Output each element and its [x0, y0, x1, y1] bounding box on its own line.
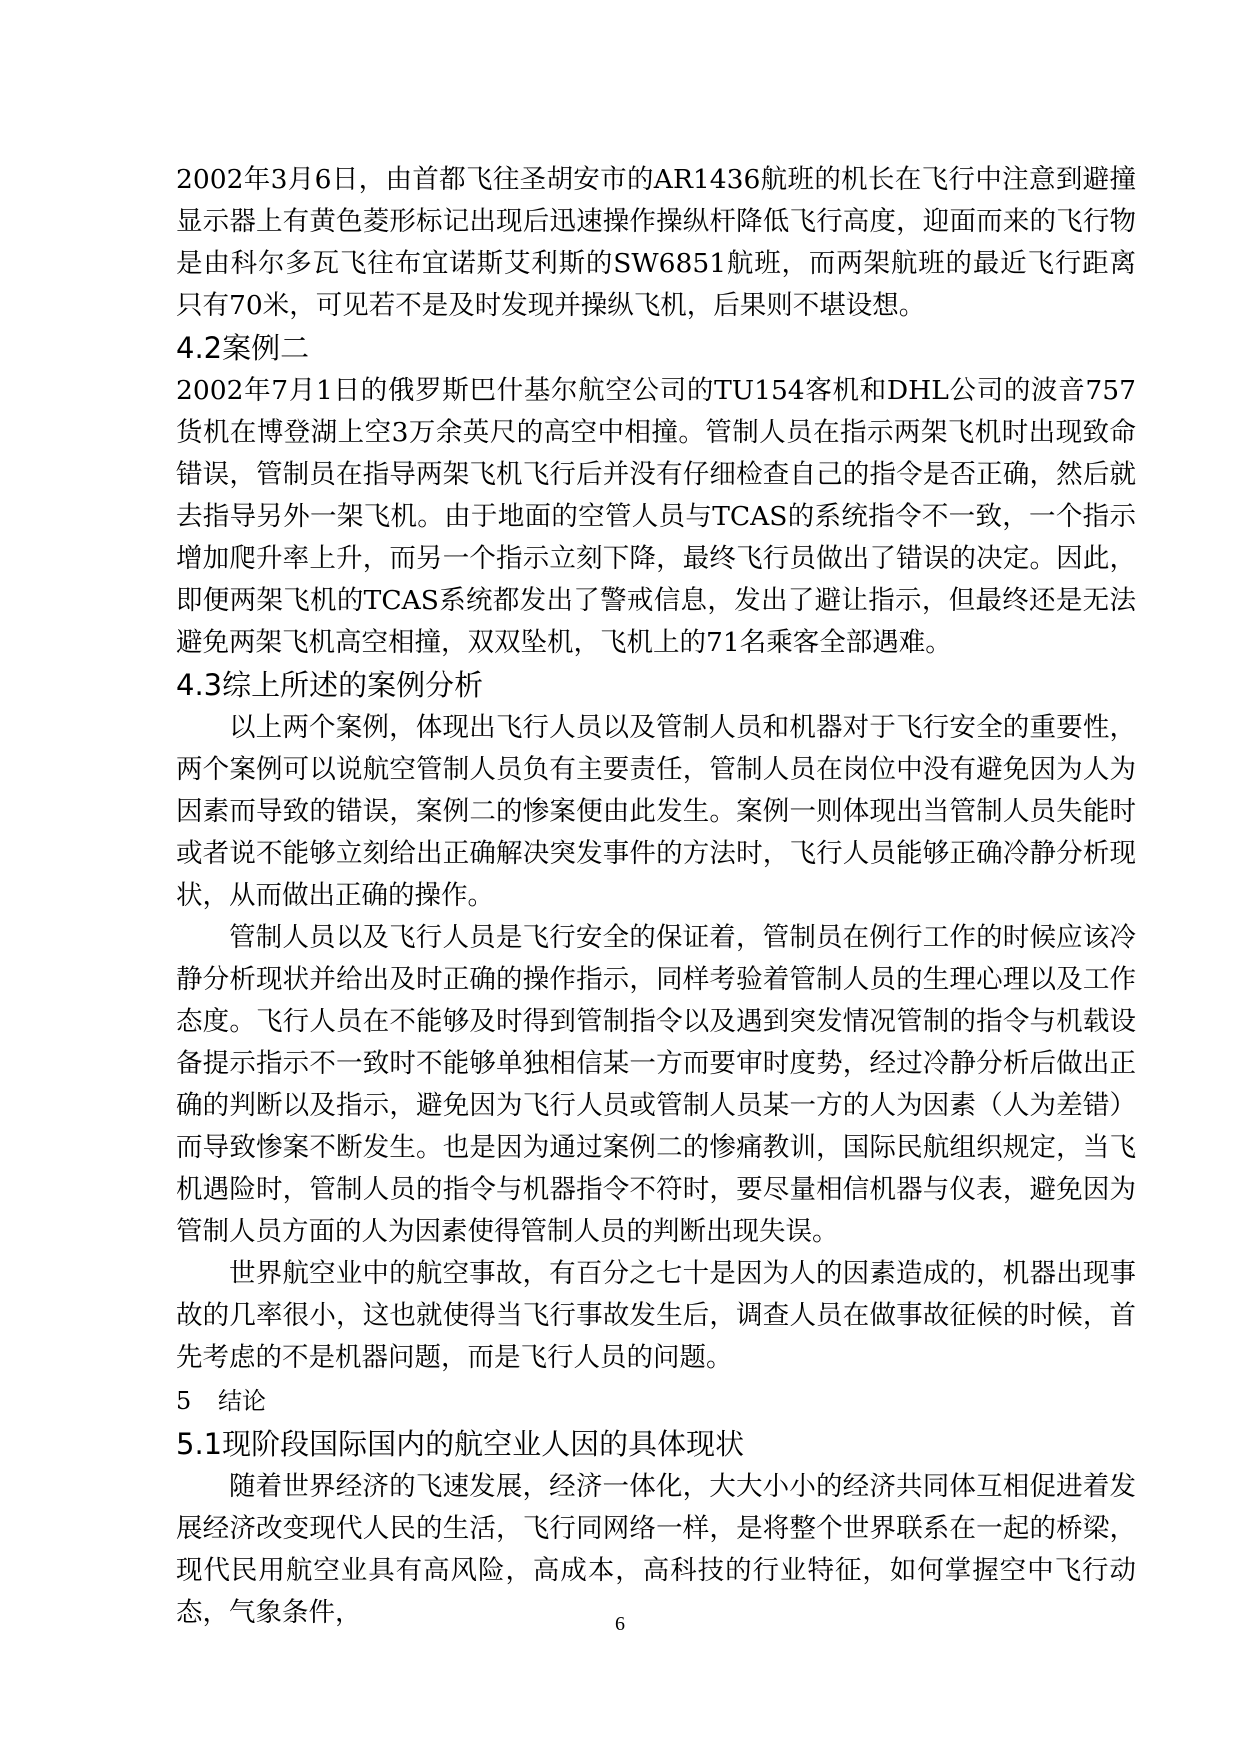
paragraph-analysis-2: 管制人员以及飞行人员是飞行安全的保证着，管制员在例行工作的时候应该冷静分析现状并给出及时正确的操作指示，同样考验着管制人员的生理心理以及工作态度。飞行人员在不能够及时得到管制指令以及遇到突发情况管制的指令与机载设备提示指示不一致时不能够单独相信某一方而要审时度势，经过冷静分析后做出正确的判断以及指示，避免因为飞行人员或管制人员某一方的人为因素（人为差错）而导致惨案不断发生。也是因为通过案例二的惨痛教训，国际民航组织规定，当飞机遇险时，管制人员的指令与机器指令不符时，要尽量相信机器与仪表，避免因为管制人员方面的人为因素使得管制人员的判断出现失误。 — [176, 922, 1136, 1247]
section-heading-5-1: 5.1现阶段国际国内的航空业人因的具体现状 — [176, 1427, 745, 1461]
paragraph-analysis-1: 以上两个案例，体现出飞行人员以及管制人员和机器对于飞行安全的重要性，两个案例可以说航空管制人员负有主要责任，管制人员在岗位中没有避免因为人为因素而导致的错误，案例二的惨案便由此发生。案例一则体现出当管制人员失能时或者说不能够立刻给出正确解决突发事件的方法时，飞行人员能够正确冷静分析现状，从而做出正确的操作。 — [176, 712, 1136, 911]
chapter-number: 5 — [176, 1387, 192, 1415]
paragraph-analysis-3: 世界航空业中的航空事故，有百分之七十是因为人的因素造成的，机器出现事故的几率很小，这也就使得当飞行事故发生后，调查人员在做事故征候的时候，首先考虑的不是机器问题，而是飞行人员的问题。 — [176, 1258, 1136, 1373]
chapter-title: 结论 — [218, 1387, 266, 1415]
paragraph-case1-description: 2002年3月6日，由首都飞往圣胡安市的AR1436航班的机长在飞行中注意到避撞显示器上有黄色菱形标记出现后迅速操作操纵杆降低飞行高度，迎面而来的飞行物是由科尔多瓦飞往布宜诺斯艾利斯的SW6851航班，而两架航班的最近飞行距离只有70米，可见若不是及时发现并操纵飞机，后果则不堪设想。 — [176, 164, 1136, 321]
chapter-heading-5 — [176, 1379, 1136, 1423]
paragraph-5-1: 随着世界经济的飞速发展，经济一体化，大大小小的经济共同体互相促进着发展经济改变现代人民的生活，飞行同网络一样，是将整个世界联系在一起的桥梁，现代民用航空业具有高风险，高成本，高科技的行业特征，如何掌握空中飞行动态，气象条件， — [176, 1471, 1136, 1628]
section-heading-4-2: 4.2案例二 — [176, 331, 310, 365]
page-number: 6 — [615, 1613, 625, 1635]
paragraph-case2-description: 2002年7月1日的俄罗斯巴什基尔航空公司的TU154客机和DHL公司的波音757货机在博登湖上空3万余英尺的高空中相撞。管制人员在指示两架飞机时出现致命错误，管制员在指导两架飞机飞行后并没有仔细检查自己的指令是否正确，然后就去指导另外一架飞机。由于地面的空管人员与TCAS的系统指令不一致，一个指示增加爬升率上升，而另一个指示立刻下降，最终飞行员做出了错误的决定。因此，即便两架飞机的TCAS系统都发出了警戒信息，发出了避让指示，但最终还是无法避免两架飞机高空相撞，双双坠机，飞机上的71名乘客全部遇难。 — [176, 375, 1136, 658]
section-heading-4-3: 4.3综上所述的案例分析 — [176, 668, 484, 702]
document-page — [176, 159, 1136, 1634]
